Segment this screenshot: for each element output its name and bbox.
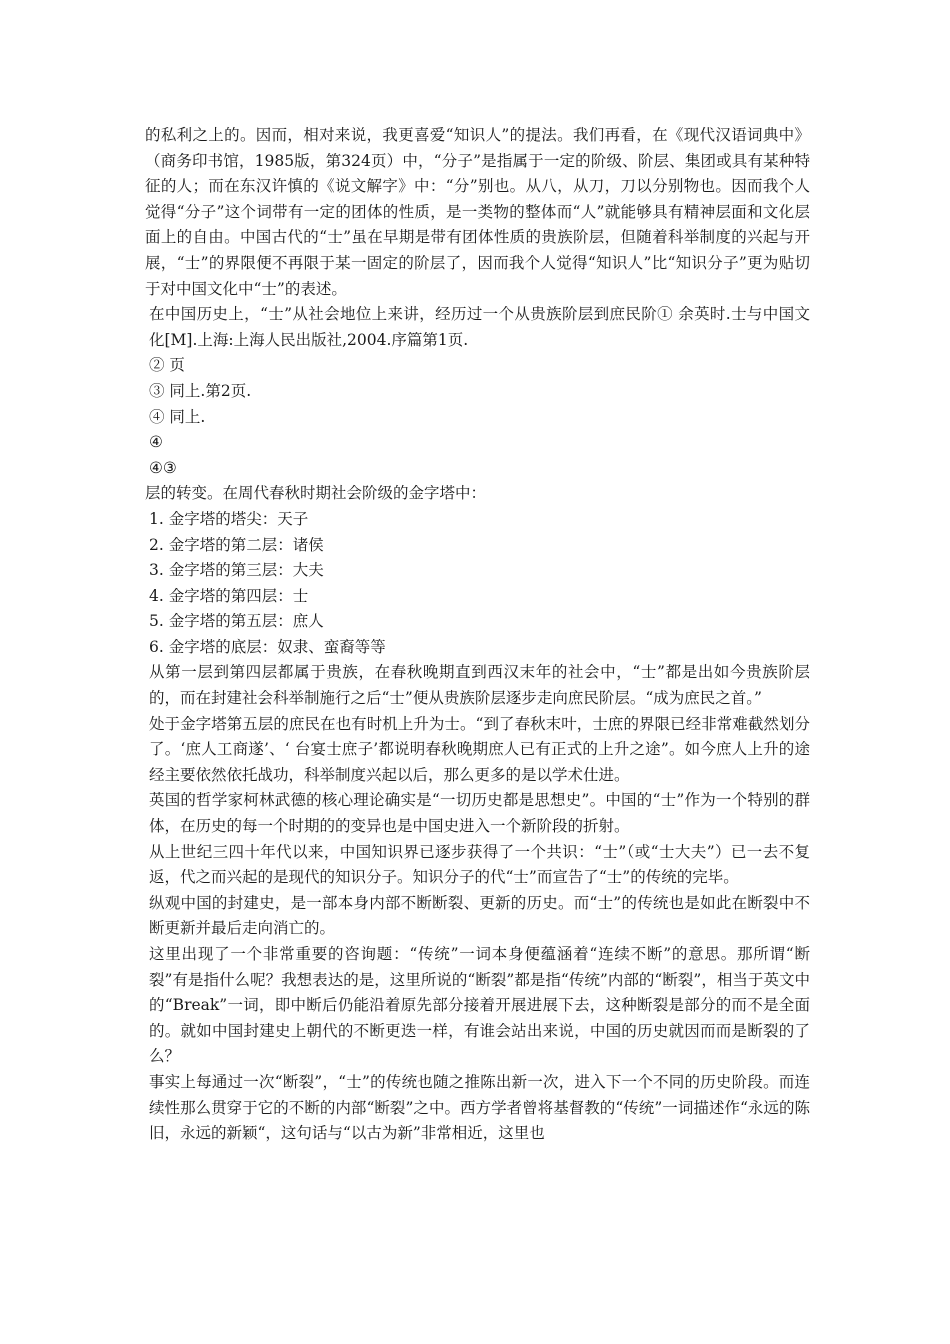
paragraph: 事实上每通过一次“断裂”，“士”的传统也随之推陈出新一次，进入下一个不同的历史阶段。而连续性那么贯穿于它的不断的内部“断裂”之中。西方学者曾将基督教的“传统”一词描述作“永远的陈旧，永远的新颖“，这句话与“以古为新”非常相近，这里也	[149, 1072, 810, 1143]
paragraph: 层的转变。在周代春秋时期社会阶级的金字塔中：	[145, 484, 487, 503]
paragraph: 这里出现了一个非常重要的咨询题：“传统”一词本身便蕴涵着“连续不断”的意思。那所谓“断裂”有是指什么呢？我想表达的是，这里所说的“断裂”都是指“传统”内部的“断裂”，相当于英文中的“Break”一词，即中断后仍能沿着原先部分接着开展进展下去，这种断裂是部分的而不是全面的。就如中国封建史上朝代的不断更迭一样，有谁会站出来说，中国的历史就因而而是断裂的了么？	[149, 945, 810, 1066]
paragraph: 在中国历史上，“士”从社会地位上来讲，经历过一个从贵族阶层到庶民阶① 余英时.士与中国文化[M].上海:上海人民出版社,2004.序篇第1页.	[149, 305, 810, 349]
paragraph: 的私利之上的。因而，相对来说，我更喜爱“知识人”的提法。我们再看，在《现代汉语词典中》（商务印书馆，1985版，第324页）中，“分子”是指属于一定的阶级、阶层、集团或具有某种特征的人；而在东汉许慎的《说文解字》中：“分”别也。从八，从刀，刀以分别物也。因而我个人觉得“分子”这个词带有一定的团体的性质，是一类物的整体而“人”就能够具有精神层面和文化层面上的自由。中国古代的“士”虽在早期是带有团体性质的贵族阶层，但随着科举制度的兴起与开展，“士”的界限便不再限于某一固定的阶层了，因而我个人觉得“知识人”比“知识分子”更为贴切于对中国文化中“士”的表述。	[145, 126, 810, 298]
footnote-line: ④③	[149, 458, 177, 477]
list-item: 5. 金字塔的第五层：庶人	[149, 612, 324, 631]
document-body	[145, 123, 810, 1147]
footnote-line: ④	[149, 433, 163, 452]
paragraph: 从第一层到第四层都属于贵族，在春秋晚期直到西汉末年的社会中，“士”都是出如今贵族阶层的，而在封建社会科举制施行之后“士”便从贵族阶层逐步走向庶民阶层。“成为庶民之首。”	[149, 663, 810, 708]
footnote-line: ② 页	[149, 356, 185, 375]
list-item: 1. 金字塔的塔尖：天子	[149, 509, 309, 528]
paragraph: 纵观中国的封建史，是一部本身内部不断断裂、更新的历史。而“士”的传统也是如此在断裂中不断更新并最后走向消亡的。	[149, 893, 810, 938]
list-item: 3. 金字塔的第三层：大夫	[149, 561, 324, 580]
footnote-line: ④ 同上.	[149, 407, 206, 426]
list-item: 2. 金字塔的第二层：诸侯	[149, 535, 324, 554]
list-item: 4. 金字塔的第四层：士	[149, 586, 309, 605]
footnote-line: ③ 同上.第2页.	[149, 381, 252, 400]
paragraph: 从上世纪三四十年代以来，中国知识界已逐步获得了一个共识：“士”（或“士大夫”）已一去不复返，代之而兴起的是现代的知识分子。知识分子的代“士”而宣告了“士”的传统的完毕。	[149, 842, 810, 887]
list-item: 6. 金字塔的底层：奴隶、蛮裔等等	[149, 637, 386, 656]
paragraph: 处于金字塔第五层的庶民在也有时机上升为士。“到了春秋末叶，士庶的界限已经非常难截然划分了。‘庶人工商遂’、‘ 台宴士庶子’都说明春秋晚期庶人已有正式的上升之途”。如今庶人上升的途经主要依然依托战功，科举制度兴起以后，那么更多的是以学术仕进。	[149, 714, 810, 784]
paragraph: 英国的哲学家柯林武德的核心理论确实是“一切历史都是思想史”。中国的“士”作为一个特别的群体，在历史的每一个时期的的变异也是中国史进入一个新阶段的折射。	[149, 791, 810, 836]
